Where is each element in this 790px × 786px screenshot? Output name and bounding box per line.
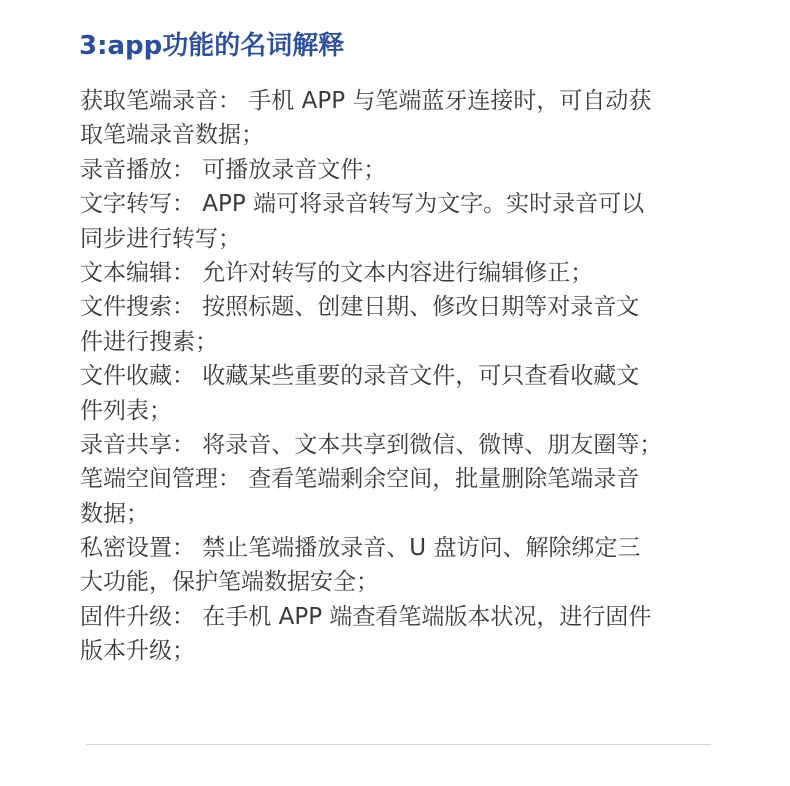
text-line: 版本升级； xyxy=(80,638,195,665)
text-line: 文字转写： APP 端可将录音转写为文字。实时录音可以 xyxy=(80,191,645,218)
text-line: 私密设置： 禁止笔端播放录音、U 盘访问、解除绑定三 xyxy=(80,535,641,562)
feature-description-text xyxy=(80,84,710,669)
text-line: 数据； xyxy=(80,500,149,527)
text-line: 文件搜索： 按照标题、创建日期、修改日期等对录音文 xyxy=(80,294,640,321)
text-line: 件列表； xyxy=(80,397,172,424)
divider-line xyxy=(86,744,711,745)
text-line: 笔端空间管理： 查看笔端剩余空间，批量删除笔端录音 xyxy=(80,466,640,493)
text-line: 同步进行转写； xyxy=(80,225,241,252)
text-line: 文本编辑： 允许对转写的文本内容进行编辑修正； xyxy=(80,259,594,286)
text-line: 录音播放： 可播放录音文件； xyxy=(80,156,387,183)
text-line: 大功能，保护笔端数据安全； xyxy=(80,569,379,596)
section-heading: 3:app功能的名词解释 xyxy=(79,31,345,61)
text-line: 固件升级： 在手机 APP 端查看笔端版本状况，进行固件 xyxy=(80,603,652,630)
text-line: 录音共享： 将录音、文本共享到微信、微博、朋友圈等； xyxy=(80,431,663,458)
text-line: 文件收藏： 收藏某些重要的录音文件，可只查看收藏文 xyxy=(80,363,640,390)
text-line: 获取笔端录音： 手机 APP 与笔端蓝牙连接时，可自动获 xyxy=(80,88,652,114)
text-line: 取笔端录音数据； xyxy=(80,122,264,149)
text-line: 件进行搜素； xyxy=(80,328,218,355)
